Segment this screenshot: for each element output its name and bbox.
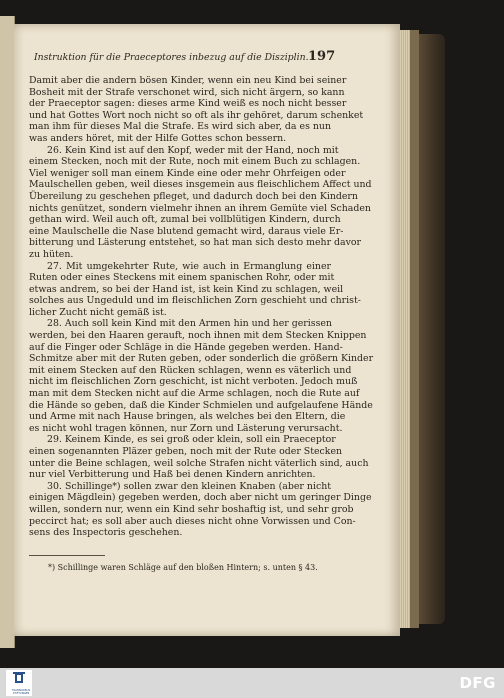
text-line: willen, sondern nur, wenn ein Kind sehr boshaftig ist, und sehr grob bbox=[29, 503, 354, 515]
text-line: 30. Schillinge*) sollen zwar den kleinen Knaben (aber nicht bbox=[47, 480, 331, 492]
text-line: 29. Keinem Kinde, es sei groß oder klein, soll ein Praeceptor bbox=[47, 434, 336, 446]
text-line: etwas andrem, so bei der Hand ist, ist kein Kind zu schlagen, weil bbox=[29, 283, 344, 295]
text-line: bitterung und Lästerung entstehet, so hat man sich desto mehr davor bbox=[29, 237, 362, 249]
text-line: es nicht wohl tragen können, nur Zorn und Lästerung verursacht. bbox=[29, 422, 343, 434]
text-line: Übereilung zu geschehen pfleget, und dadurch doch bei den Kindern bbox=[29, 190, 358, 202]
text-line: 26. Kein Kind ist auf den Kopf, weder mit der Hand, noch mit bbox=[47, 144, 339, 156]
text-line: was anders höret, mit der Hilfe Gottes schon bessern. bbox=[29, 132, 287, 144]
text-line: und hat Gottes Wort noch nicht so oft als ihr gehöret, darum schenket bbox=[29, 109, 364, 121]
book-cover bbox=[419, 34, 445, 624]
text-line: einem Stecken, noch mit der Rute, noch mit einem Buch zu schlagen. bbox=[29, 156, 361, 168]
footnote: *) Schillinge waren Schläge auf den bloßen Hintern; s. unten § 43. bbox=[48, 563, 318, 572]
page-stack-shadow bbox=[410, 30, 419, 628]
text-line: werden, bei den Haaren gerauft, noch ihnen mit dem Stecken Knippen bbox=[29, 330, 367, 342]
text-line: auf die Finger oder Schläge in die Hände gegeben werden. Hand- bbox=[29, 341, 343, 353]
text-line: licher Zucht nicht gemäß ist. bbox=[29, 306, 167, 318]
library-logo-icon bbox=[6, 670, 32, 690]
page-number: 197 bbox=[308, 49, 336, 64]
text-line: Bosheit mit der Strafe verschonet wird, sich nicht ärgern, so kann bbox=[29, 86, 345, 98]
library-logo[interactable] bbox=[6, 670, 32, 696]
text-line: eine Maulschelle die Nase blutend gemacht wird, daraus viele Er- bbox=[29, 225, 344, 237]
text-line: Damit aber die andern bösen Kinder, wenn ein neu Kind bei seiner bbox=[29, 75, 347, 86]
text-line: gethan wird. Weil auch oft, zumal bei vollblütigen Kindern, durch bbox=[29, 214, 341, 226]
text-line: zu hüten. bbox=[29, 248, 74, 260]
page-stack-edge bbox=[400, 30, 410, 628]
text-line: mit einem Stecken auf den Rücken schlagen, wenn es väterlich und bbox=[29, 364, 352, 376]
dfg-logo[interactable]: DFG bbox=[459, 674, 496, 692]
library-logo-text: TRANSKRIBUS STIFTUNGEN bbox=[11, 689, 31, 695]
text-line: die Hände so geben, daß die Kinder Schmielen und aufgelaufene Hände bbox=[29, 399, 373, 411]
text-line: und Arme mit nach Hause bringen, als welches bei den Eltern, die bbox=[29, 411, 346, 423]
footnote-rule bbox=[29, 555, 105, 556]
viewer-footer-bar bbox=[0, 668, 504, 698]
text-line: 27. Mit umgekehrter Rute, wie auch in Ermanglung einer bbox=[47, 260, 331, 272]
text-line: Ruten oder eines Steckens mit einem spanischen Rohr, oder mit bbox=[29, 272, 335, 284]
text-line: solches aus Ungeduld und im fleischlichen Zorn geschieht und christ- bbox=[29, 295, 361, 307]
text-line: Schmitze aber mit der Ruten geben, oder sonderlich die größern Kinder bbox=[29, 353, 374, 365]
text-line: nicht im fleischlichen Zorn geschicht, ist nicht verboten. Jedoch muß bbox=[29, 376, 358, 388]
text-line: man mit dem Stecken nicht auf die Arme schlagen, noch die Rute auf bbox=[29, 388, 360, 400]
text-line: Maulschellen geben, weil dieses insgemein aus fleischlichem Affect und bbox=[29, 179, 372, 191]
text-line: sens des Inspectoris geschehen. bbox=[29, 527, 183, 539]
text-line: Viel weniger soll man einem Kinde eine oder mehr Ohrfeigen oder bbox=[29, 167, 346, 179]
text-line: 28. Auch soll kein Kind mit den Armen hin und her gerissen bbox=[47, 318, 332, 330]
text-line: einen sogenannten Pläzer geben, noch mit der Rute oder Stecken bbox=[29, 446, 343, 457]
facing-page-edge bbox=[0, 16, 15, 648]
text-line: man ihm für dieses Mal die Strafe. Es wird sich aber, da es nun bbox=[29, 121, 331, 133]
text-line: nur viel Verbitterung und Haß bei denen Kindern anrichten. bbox=[29, 469, 316, 481]
running-header: Instruktion für die Praeceptores inbezug auf die Disziplin. bbox=[34, 52, 309, 63]
body-text bbox=[29, 75, 374, 539]
text-line: einigen Mägdlein) gegeben werden, doch aber nicht um geringer Dinge bbox=[29, 492, 372, 504]
text-line: peccirct hat; es soll aber auch dieses nicht ohne Vorwissen und Con- bbox=[29, 515, 356, 527]
text-line: nichts genützet, sondern vielmehr ihnen an ihrem Gemüte viel Schaden bbox=[29, 202, 371, 214]
text-line: unter die Beine schlagen, weil solche Strafen nicht väterlich sind, auch bbox=[29, 457, 369, 469]
text-line: der Praeceptor sagen: dieses arme Kind weiß es noch nicht besser bbox=[29, 98, 347, 110]
